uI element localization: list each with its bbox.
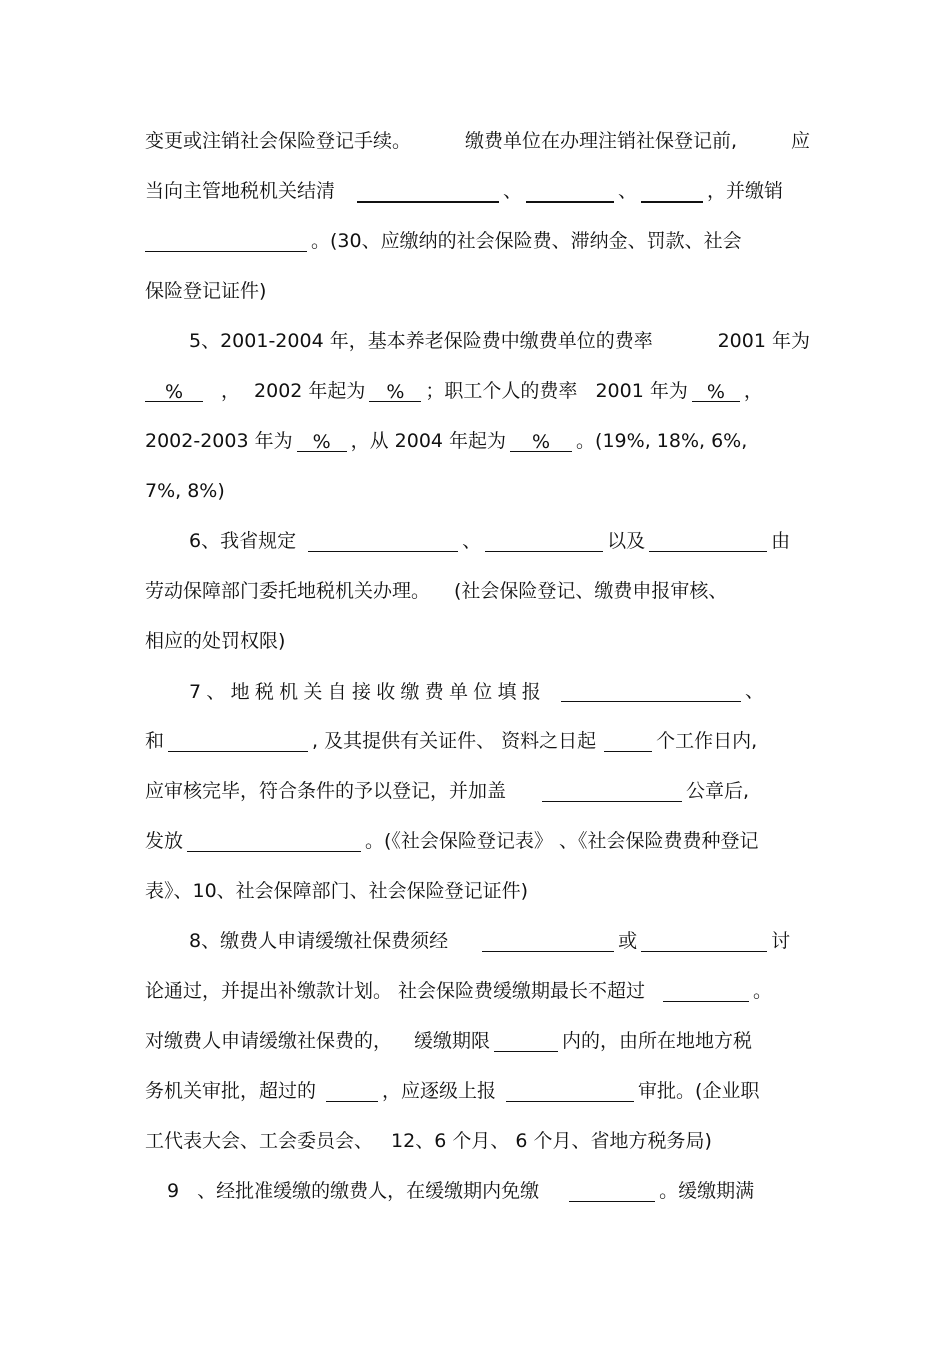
fill-blank[interactable] bbox=[542, 781, 682, 802]
text-line-13 bbox=[145, 726, 810, 756]
text-line-1 bbox=[145, 126, 810, 156]
fill-blank[interactable] bbox=[168, 731, 308, 752]
text-segment: 相应的处罚权限) bbox=[145, 630, 286, 652]
text-segment: ， bbox=[743, 380, 763, 402]
text-segment: 表》、10、社会保障部门、社会保险登记证件) bbox=[145, 880, 529, 902]
text-segment: 由 bbox=[771, 530, 791, 552]
fill-blank[interactable] bbox=[506, 1081, 634, 1102]
text-segment: 劳动保障部门委托地税机关办理。 bbox=[145, 580, 431, 602]
text-segment: 应审核完毕，符合条件的予以登记，并加盖 bbox=[145, 780, 507, 802]
fill-blank[interactable] bbox=[569, 1181, 655, 1202]
text-segment: , 及其提供有关证件、 资料之日起 bbox=[312, 730, 597, 752]
text-line-7 bbox=[145, 426, 810, 456]
percent-sign: % bbox=[706, 381, 725, 403]
text-segment: 讨 bbox=[771, 930, 791, 952]
text-segment: 、 bbox=[618, 180, 638, 202]
percent-sign: % bbox=[532, 431, 551, 453]
text-segment: 7%, 8%) bbox=[145, 480, 225, 502]
text-line-12 bbox=[145, 676, 810, 706]
text-char: 单 bbox=[449, 680, 469, 703]
text-segment: 2002 年起为 bbox=[254, 380, 366, 402]
text-segment: ，并缴销 bbox=[707, 180, 784, 202]
fill-blank[interactable] bbox=[692, 381, 740, 402]
text-segment: 。(30、应缴纳的社会保险费、滞纳金、罚款、社会 bbox=[311, 230, 742, 252]
text-line-10 bbox=[145, 576, 810, 606]
text-segment: 公章后, bbox=[686, 780, 750, 802]
text-segment: 、 bbox=[745, 680, 765, 702]
text-line-15 bbox=[145, 826, 810, 856]
text-segment: 变更或注销社会保险登记手续。 bbox=[145, 130, 412, 152]
text-segment: ， bbox=[221, 380, 241, 402]
text-segment: 务机关审批，超过的 bbox=[145, 1080, 317, 1102]
text-segment: 12、6 个月、 6 个月、省地方税务局) bbox=[391, 1130, 712, 1152]
text-segment: 缴费单位在办理注销社保登记前, bbox=[464, 130, 738, 152]
fill-blank[interactable] bbox=[369, 381, 421, 402]
text-segment: 和 bbox=[145, 730, 165, 752]
text-char: 缴 bbox=[400, 680, 420, 703]
fill-blank[interactable] bbox=[297, 431, 347, 452]
text-segment: ，应逐级上报 bbox=[382, 1080, 497, 1102]
text-segment: 。 bbox=[753, 980, 773, 1002]
fill-blank[interactable] bbox=[494, 1031, 558, 1052]
text-char: 填 bbox=[497, 680, 517, 703]
text-segment: 内的，由所在地地方税 bbox=[562, 1030, 753, 1052]
text-line-21 bbox=[145, 1126, 810, 1156]
text-segment: 发放 bbox=[145, 830, 184, 852]
text-line-5 bbox=[145, 326, 810, 356]
fill-blank[interactable] bbox=[641, 931, 767, 952]
text-segment: 应 bbox=[790, 130, 810, 152]
text-char: 位 bbox=[473, 680, 493, 703]
fill-blank[interactable] bbox=[145, 231, 307, 252]
text-segment: 。缓缴期满 bbox=[659, 1180, 755, 1202]
fill-blank[interactable] bbox=[187, 831, 361, 852]
text-line-11 bbox=[145, 626, 810, 656]
fill-blank[interactable] bbox=[526, 181, 614, 203]
text-segment: 以及 bbox=[607, 530, 646, 552]
percent-sign: % bbox=[164, 381, 184, 403]
text-char: 7 bbox=[189, 680, 202, 703]
text-line-22 bbox=[145, 1176, 810, 1206]
percent-sign: % bbox=[312, 431, 331, 453]
text-segment: 2001 年为 bbox=[717, 330, 810, 352]
text-segment: 对缴费人申请缓缴社保费的， bbox=[145, 1030, 393, 1052]
fill-blank[interactable] bbox=[482, 931, 614, 952]
fill-blank[interactable] bbox=[510, 431, 572, 452]
fill-blank[interactable] bbox=[485, 531, 603, 552]
text-segment: 、 bbox=[462, 530, 482, 552]
text-char: 接 bbox=[351, 680, 371, 703]
text-segment: 5、2001-2004 年，基本养老保险费中缴费单位的费率 bbox=[189, 330, 653, 352]
text-segment: 缓缴期限 bbox=[414, 1030, 491, 1052]
text-segment: 8、缴费人申请缓缴社保费须经 bbox=[189, 930, 449, 952]
text-char: 关 bbox=[303, 680, 323, 703]
text-segment: 或 bbox=[618, 930, 638, 952]
text-line-14 bbox=[145, 776, 810, 806]
text-segment: 论通过，并提出补缴款计划。 社会保险费缓缴期最长不超过 bbox=[145, 980, 646, 1002]
text-char: 自 bbox=[327, 680, 347, 703]
text-char: 报 bbox=[521, 680, 541, 703]
fill-blank[interactable] bbox=[604, 731, 652, 752]
text-segment: 、 bbox=[503, 180, 523, 202]
text-segment: 。(《社会保险登记表》 、《社会保险费费种登记 bbox=[365, 830, 759, 852]
text-segment: 、经批准缓缴的缴费人，在缓缴期内免缴 bbox=[197, 1180, 540, 1202]
text-line-2 bbox=[145, 176, 810, 206]
text-line-19 bbox=[145, 1026, 810, 1056]
fill-blank[interactable] bbox=[641, 181, 703, 203]
text-char: 、 bbox=[206, 680, 226, 703]
text-line-6 bbox=[145, 376, 810, 406]
text-segment: 审批。(企业职 bbox=[638, 1080, 760, 1102]
fill-blank[interactable] bbox=[145, 381, 203, 402]
text-segment: (社会保险登记、缴费申报审核、 bbox=[454, 580, 728, 602]
spaced-text bbox=[145, 677, 541, 707]
text-line-17 bbox=[145, 926, 810, 956]
text-segment: 。(19%, 18%, 6%, bbox=[576, 430, 748, 452]
text-line-9 bbox=[145, 526, 810, 556]
text-segment: ；职工个人的费率 bbox=[425, 380, 578, 402]
fill-blank[interactable] bbox=[326, 1081, 378, 1102]
text-segment: ，从 2004 年起为 bbox=[350, 430, 507, 452]
text-line-16 bbox=[145, 876, 810, 906]
text-char: 费 bbox=[424, 680, 444, 703]
text-segment: 9 bbox=[167, 1180, 180, 1202]
text-char: 收 bbox=[376, 680, 396, 703]
fill-blank[interactable] bbox=[561, 681, 741, 702]
text-segment: 当向主管地税机关结清 bbox=[145, 180, 336, 202]
text-line-4 bbox=[145, 276, 810, 306]
text-line-18 bbox=[145, 976, 810, 1006]
fill-blank[interactable] bbox=[663, 981, 749, 1002]
text-segment: 2002-2003 年为 bbox=[145, 430, 293, 452]
text-line-3 bbox=[145, 226, 810, 256]
text-char: 机 bbox=[279, 680, 299, 703]
text-char: 税 bbox=[254, 680, 274, 703]
text-segment: 保险登记证件) bbox=[145, 280, 267, 302]
fill-blank[interactable] bbox=[649, 531, 767, 552]
text-segment: 6、我省规定 bbox=[189, 530, 297, 552]
percent-sign: % bbox=[386, 381, 405, 403]
text-segment: 个工作日内, bbox=[656, 730, 758, 752]
text-line-20 bbox=[145, 1076, 810, 1106]
fill-blank[interactable] bbox=[308, 531, 458, 552]
text-char: 地 bbox=[230, 680, 250, 703]
text-segment: 工代表大会、工会委员会、 bbox=[145, 1130, 374, 1152]
text-line-8 bbox=[145, 476, 810, 506]
fill-blank[interactable] bbox=[357, 181, 499, 203]
text-segment: 2001 年为 bbox=[595, 380, 688, 402]
